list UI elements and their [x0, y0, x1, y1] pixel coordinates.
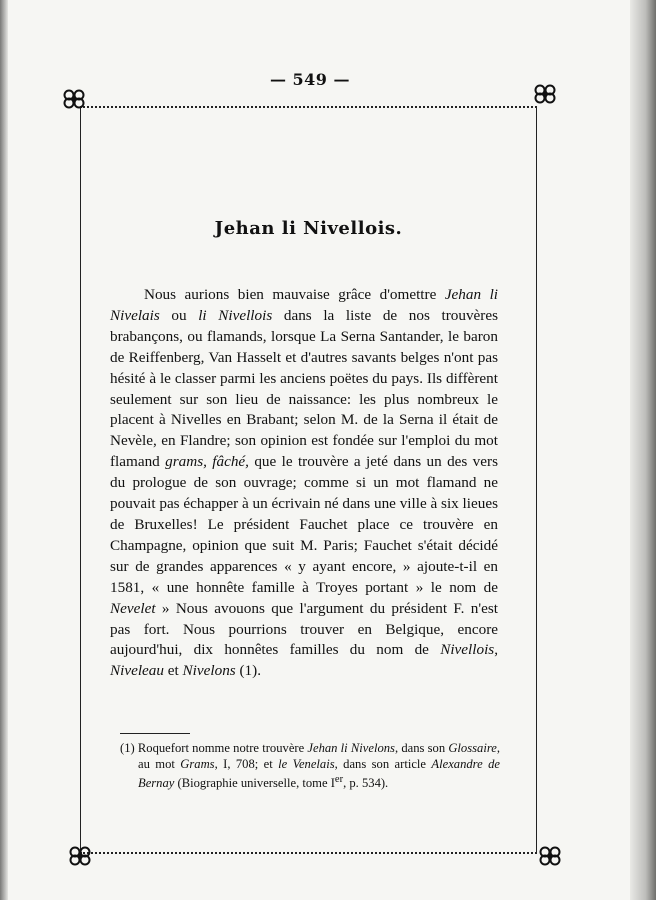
scan-edge-right: [630, 0, 656, 900]
italic-run: li Nivellois: [198, 306, 273, 324]
text-run: (1) Roquefort nomme notre trouvère: [120, 741, 308, 755]
page-number: — 549 —: [269, 70, 351, 89]
text-run: , au mot: [138, 741, 500, 771]
text-run: , p. 534).: [343, 776, 389, 791]
text-run: et: [163, 662, 183, 680]
text-run: ou: [159, 306, 199, 324]
italic-run: Nevelet: [110, 599, 156, 617]
scan-edge-left: [0, 0, 8, 900]
corner-ornament-icon: [68, 845, 92, 867]
italic-run: Alexandre de Bernay: [138, 756, 500, 791]
text-run: , I, 708; et: [214, 756, 279, 771]
italic-run: Glossaire: [448, 741, 497, 755]
italic-run: Jehan li Nivelons: [307, 741, 395, 755]
text-run: Nous aurions bien mauvaise grâce d'omettre: [144, 286, 445, 303]
text-run: , dans son: [394, 741, 449, 755]
text-run: (1).: [235, 662, 262, 680]
corner-ornament-icon: [538, 845, 562, 867]
main-paragraph: [110, 285, 498, 682]
footnote: [120, 741, 500, 792]
italic-run: le Venelais: [278, 756, 335, 771]
italic-run: Jehan li Nivelais: [110, 286, 499, 324]
italic-run: Grams: [180, 756, 215, 771]
text-run: que le trouvère a jeté dans un des vers du prologue de son ouvrage; comme si un mot flamand ne pouvait pas échapper à un écrivain né dans une ville à six lieues de Bruxelles! Le président Fauchet place ce trouvère en Champagne, opinion que suit M. Paris; Fauchet s'était décidé sur de grandes apparences « y ayant encore, » ajoute-t-il en 1581, « une honnête famille à Troyes portant » le nom de: [110, 453, 498, 596]
italic-run: Nivelons: [182, 662, 236, 680]
italic-run: Nivellois: [440, 641, 495, 659]
text-run: » Nous avouons que l'argument du président F. n'est pas fort. Nous pourrions trouver en Belgique, encore aujourd'hui, dix honnêtes familles du nom de: [110, 599, 498, 659]
italic-run: grams, fâché,: [165, 453, 249, 471]
text-run: ,: [494, 641, 498, 659]
text-run: (Biographie universelle, tome I: [174, 776, 335, 791]
chapter-title: Jehan li Nivellois.: [214, 218, 403, 239]
text-run: , dans son article: [334, 756, 432, 771]
footnote-divider: [120, 733, 190, 734]
corner-ornament-icon: [62, 88, 86, 110]
corner-ornament-icon: [533, 83, 557, 105]
text-run: dans la liste de nos trouvères brabançons, ou flamands, lorsque La Serna Santander, le baron de Reiffenberg, Van Hasselt et d'autres savants belges n'ont pas hésité à le classer parmi les anciens poëtes du pays. Ils diffèrent seulement sur son lieu de naissance: les plus nombreux le placent à Nivelles en Brabant; selon M. de la Serna il était de Nevèle, en Flandre; son opinion est fondée sur l'emploi du mot flamand: [110, 306, 499, 471]
superscript: er: [334, 774, 344, 786]
italic-run: Niveleau: [110, 662, 164, 680]
